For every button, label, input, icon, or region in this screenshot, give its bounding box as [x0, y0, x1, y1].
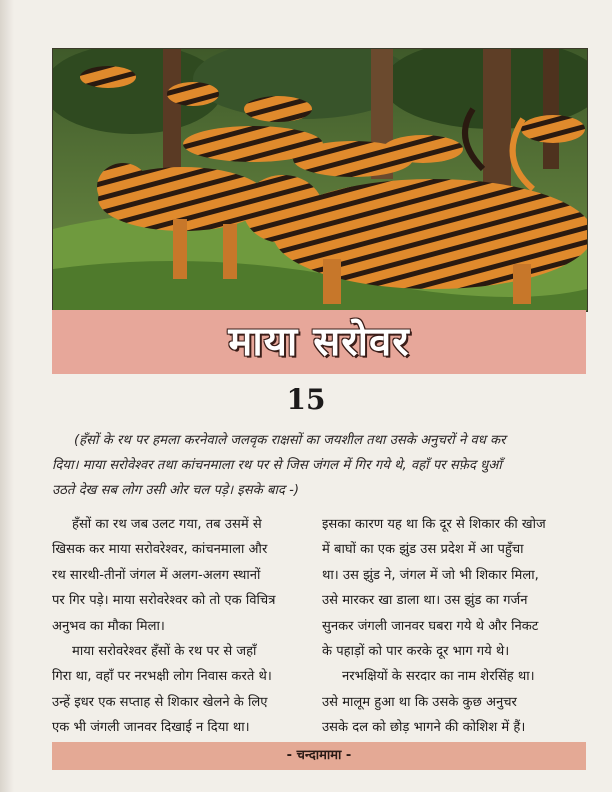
- intro-line: दिया। माया सरोवेश्वर तथा कांचनमाला रथ पर से जिस जंगल में गिर गये थे, वहाँ पर सफ़ेद धुआँ: [52, 458, 502, 473]
- right-column: [322, 512, 586, 741]
- intro-line: उठते देख सब लोग उसी ओर चल पड़े। इसके बाद -): [52, 483, 300, 498]
- text-line: उन्हें इधर एक सप्ताह से शिकार खेलने के लिए: [52, 694, 268, 710]
- text-line: उसके दल को छोड़ भागने की कोशिश में हैं।: [322, 720, 526, 736]
- text-line: रथ सारथी-तीनों जंगल में अलग-अलग स्थानों: [52, 567, 261, 583]
- tigers-illustration: [52, 48, 588, 312]
- text-line: उसे मारकर खा डाला था। उस झुंड का गर्जन: [322, 593, 528, 609]
- text-line: उसे मालूम हुआ था कि उसके कुछ अनुचर: [322, 694, 517, 710]
- text-line: हँसों का रथ जब उलट गया, तब उसमें से: [72, 517, 262, 532]
- intro-line: (हँसों के रथ पर हमला करनेवाले जलवृक राक्षसों का जयशील तथा उसके अनुचरों ने वध कर: [74, 433, 506, 448]
- text-line: नरभक्षियों के सरदार का नाम शेरसिंह था।: [342, 669, 535, 685]
- text-line: सुनकर जंगली जानवर घबरा गये थे और निकट: [322, 618, 539, 634]
- text-line: इसका कारण यह था कि दूर से शिकार की खोज: [322, 517, 546, 532]
- text-line: एक भी जंगली जानवर दिखाई न दिया था।: [52, 720, 250, 736]
- left-column: [52, 512, 316, 741]
- text-line: माया सरोवरेश्वर हँसों के रथ पर से जहाँ: [72, 644, 257, 660]
- text-line: के पहाड़ों को पार करके दूर भाग गये थे।: [322, 644, 510, 660]
- story-title: माया सरोवर: [228, 319, 410, 365]
- text-line: में बाघों का एक झुंड उस प्रदेश में आ पहुँचा: [322, 542, 524, 558]
- text-line: खिसक कर माया सरोवरेश्वर, कांचनमाला और: [52, 542, 268, 558]
- text-line: गिरा था, वहाँ पर नरभक्षी लोग निवास करते थे।: [52, 669, 272, 685]
- story-intro: [52, 428, 592, 503]
- chapter-number: 15: [286, 383, 326, 416]
- magazine-footer: - चन्दामामा -: [286, 748, 352, 763]
- text-line: पर गिर पड़े। माया सरोवरेश्वर को तो एक विचित्र: [52, 593, 276, 609]
- text-line: अनुभव का मौका मिला।: [52, 618, 165, 634]
- text-line: था। उस झुंड ने, जंगल में जो भी शिकार मिला,: [322, 567, 539, 583]
